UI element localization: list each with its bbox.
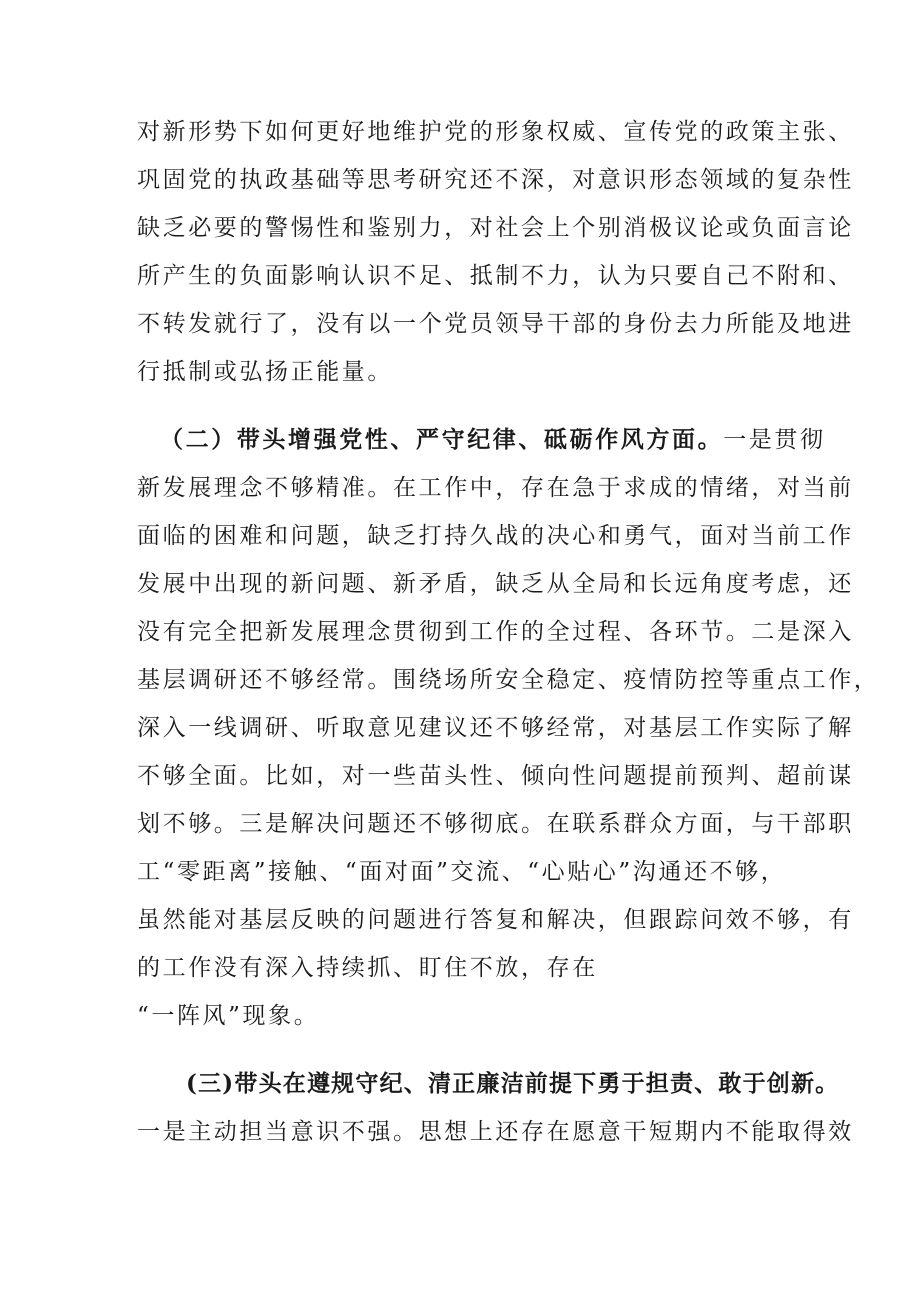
paragraph-2-line-6: 基层调研还不够经常。围绕场所安全稳定、疫情防控等重点工作， [137, 667, 880, 693]
paragraph-2-line-3: 面临的困难和问题，缺乏打持久战的决心和勇气，面对当前工作 [137, 523, 854, 549]
paragraph-2-line-5: 没有完全把新发展理念贯彻到工作的全过程、各环节。二是深入 [137, 619, 854, 645]
paragraph-2-heading: （二）带头增强党性、严守纪律、砥砺作风方面。 [160, 426, 724, 453]
paragraph-2-line-13: “一阵风”现象。 [137, 1003, 320, 1029]
paragraph-2-line-8: 不够全面。比如，对一些苗头性、倾向性问题提前预判、超前谋 [137, 763, 854, 789]
paragraph-1-line-6: 行抵制或弘扬正能量。 [137, 359, 393, 385]
paragraph-2-line-11: 虽然能对基层反映的问题进行答复和解决，但跟踪问效不够，有 [137, 907, 854, 933]
paragraph-2-line-9: 划不够。三是解决问题还不够彻底。在联系群众方面，与干部职 [137, 811, 854, 837]
paragraph-1-line-2: 巩固党的执政基础等思考研究还不深，对意识形态领域的复杂性 [137, 167, 854, 193]
paragraph-3-heading: (三)带头在遵规守纪、清正廉洁前提下勇于担责、敢于创新。 [186, 1070, 840, 1097]
paragraph-2-line-2: 新发展理念不够精准。在工作中，存在急于求成的情绪，对当前 [137, 475, 854, 501]
paragraph-2-line-12: 的工作没有深入持续抓、盯住不放，存在 [137, 955, 598, 981]
paragraph-2-first-line-rest: 一是贯彻 [723, 427, 826, 453]
paragraph-2-line-10: 工“零距离”接触、“面对面”交流、“心贴心”沟通还不够， [137, 859, 787, 885]
paragraph-2-first-line [160, 425, 826, 455]
paragraph-1-line-5: 不转发就行了，没有以一个党员领导干部的身份去力所能及地进 [137, 311, 854, 337]
paragraph-1-line-3: 缺乏必要的警惕性和鉴别力，对社会上个别消极议论或负面言论 [137, 215, 854, 241]
paragraph-1-line-4: 所产生的负面影响认识不足、抵制不力，认为只要自己不附和、 [137, 263, 854, 289]
paragraph-1-line-1: 对新形势下如何更好地维护党的形象权威、宣传党的政策主张、 [137, 119, 854, 145]
paragraph-2-line-4: 发展中出现的新问题、新矛盾，缺乏从全局和长远角度考虑，还 [137, 571, 854, 597]
paragraph-3-line-2: 一是主动担当意识不强。思想上还存在愿意干短期内不能取得效 [137, 1119, 854, 1145]
paragraph-2-line-7: 深入一线调研、听取意见建议还不够经常，对基层工作实际了解 [137, 715, 854, 741]
